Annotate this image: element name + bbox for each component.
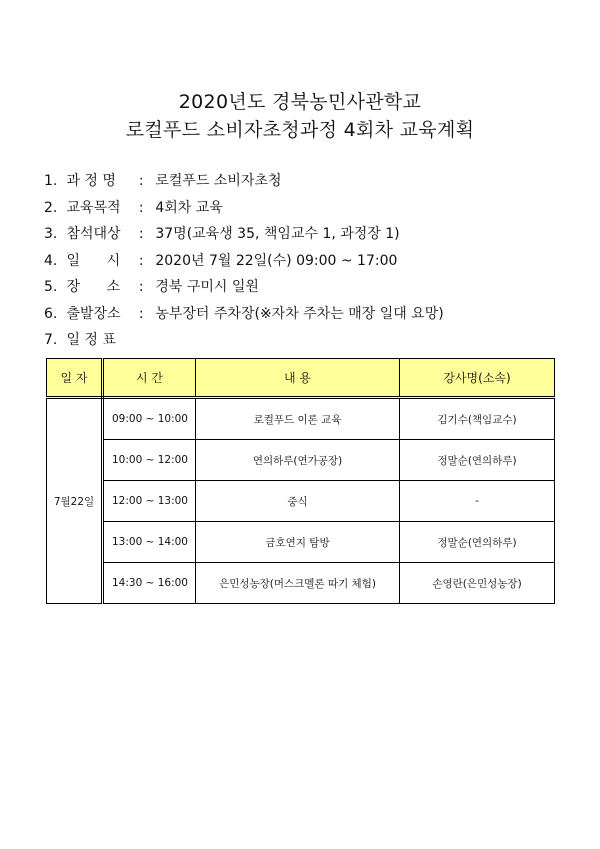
item-colon: :	[138, 305, 144, 322]
schedule-table	[46, 358, 555, 604]
item-schedule	[44, 331, 444, 358]
item-number: 4.	[44, 252, 58, 269]
title-line-1: 2020년도 경북농민사관학교	[178, 91, 422, 113]
item-attendees	[44, 225, 444, 252]
table-row	[47, 522, 555, 563]
header-time: 시 간	[103, 359, 196, 398]
content-cell: 연의하루(연가공장)	[196, 440, 400, 481]
table-row	[47, 398, 555, 440]
header-date: 일 자	[47, 359, 103, 398]
item-value: 37명(교육생 35, 책임교수 1, 과정장 1)	[155, 226, 400, 242]
item-label: 일 정 표	[66, 332, 116, 348]
table-row	[47, 440, 555, 481]
item-colon: :	[138, 226, 144, 242]
item-purpose	[44, 199, 444, 226]
item-course-name	[44, 172, 444, 199]
content-cell: 로컬푸드 이론 교육	[196, 398, 400, 440]
instructor-cell: -	[400, 481, 555, 522]
plan-items	[44, 172, 444, 358]
item-number: 5.	[44, 279, 58, 295]
item-departure	[44, 305, 444, 332]
item-value: 로컬푸드 소비자초청	[155, 173, 282, 189]
item-colon: :	[138, 199, 144, 216]
table-row	[47, 563, 555, 604]
item-label: 참석대상	[66, 226, 121, 242]
content-cell: 금호연지 탐방	[196, 522, 400, 563]
table-row	[47, 481, 555, 522]
item-number: 2.	[44, 199, 58, 216]
item-number: 1.	[44, 173, 58, 189]
item-colon: :	[138, 279, 144, 295]
item-number: 3.	[44, 226, 58, 242]
item-label: 교육목적	[66, 199, 121, 216]
content-cell: 은민성농장(머스크멜론 따기 체험)	[196, 563, 400, 604]
item-label: 일 시	[66, 252, 121, 269]
instructor-cell: 정말순(연의하루)	[400, 522, 555, 563]
item-label: 장 소	[66, 279, 121, 295]
instructor-cell: 정말순(연의하루)	[400, 440, 555, 481]
time-cell: 13:00 ~ 14:00	[103, 522, 196, 563]
item-label: 출발장소	[66, 305, 121, 322]
item-datetime	[44, 252, 444, 279]
item-label: 과 정 명	[66, 173, 116, 189]
time-cell: 10:00 ~ 12:00	[103, 440, 196, 481]
table-header-row	[47, 359, 555, 398]
item-number: 7.	[44, 332, 58, 348]
item-colon: :	[138, 252, 144, 269]
header-instructor: 강사명(소속)	[400, 359, 555, 398]
item-value: 농부장터 주차장(※자차 주차는 매장 일대 요망)	[155, 305, 444, 322]
time-cell: 09:00 ~ 10:00	[103, 398, 196, 440]
instructor-cell: 김기수(책임교수)	[400, 398, 555, 440]
item-number: 6.	[44, 305, 58, 322]
title-line-2: 로컬푸드 소비자초청과정 4회차 교육계획	[125, 119, 475, 141]
time-cell: 14:30 ~ 16:00	[103, 563, 196, 604]
date-cell: 7월22일	[47, 398, 103, 604]
item-value: 2020년 7월 22일(수) 09:00 ~ 17:00	[155, 252, 398, 269]
item-value: 경북 구미시 일원	[155, 279, 259, 295]
header-content: 내 용	[196, 359, 400, 398]
time-cell: 12:00 ~ 13:00	[103, 481, 196, 522]
content-cell: 중식	[196, 481, 400, 522]
item-value: 4회차 교육	[155, 199, 223, 216]
instructor-cell: 손영란(은민성농장)	[400, 563, 555, 604]
item-location	[44, 278, 444, 305]
item-colon: :	[138, 173, 144, 189]
